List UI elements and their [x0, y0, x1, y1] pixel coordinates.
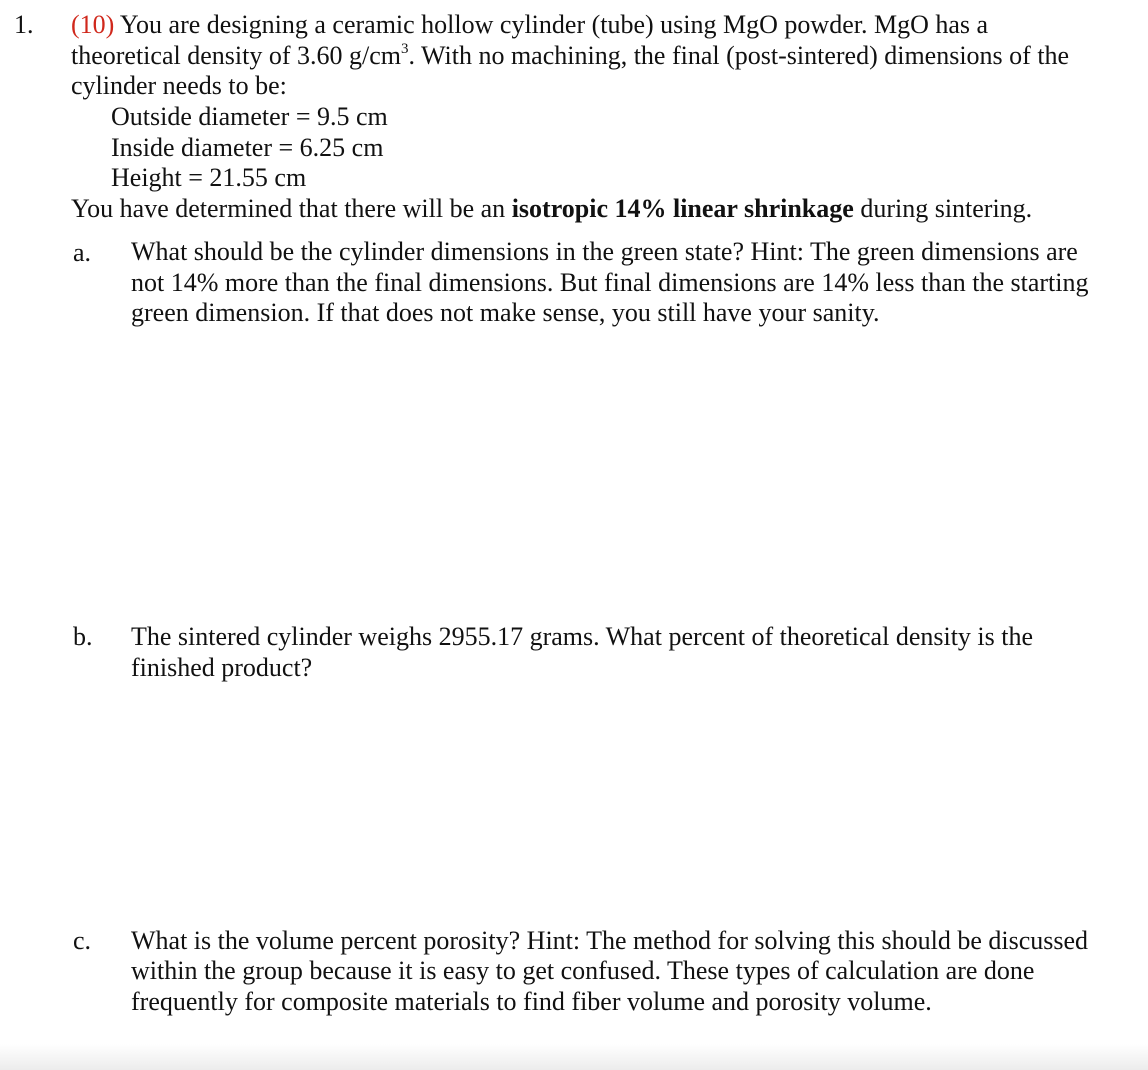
part-b-line-1: The sintered cylinder weighs 2955.17 grams. What percent of theoretical density is the — [131, 622, 1034, 651]
part-c-line-1: What is the volume percent porosity? Hint: The method for solving this should be discussed — [131, 926, 1089, 955]
question-intro-line-2 — [71, 41, 1069, 71]
part-a-line-1: What should be the cylinder dimensions in the green state? Hint: The green dimensions are — [131, 237, 1078, 266]
part-b-line-2: finished product? — [131, 653, 313, 682]
dimension-outside-diameter: Outside diameter = 9.5 cm — [111, 102, 388, 131]
part-a-label: a. — [73, 238, 92, 267]
shrinkage-emphasis: isotropic 14% linear shrinkage — [511, 194, 854, 223]
dimension-height: Height = 21.55 cm — [111, 163, 307, 192]
question-intro-line-3: cylinder needs to be: — [71, 71, 287, 100]
part-a-line-3: green dimension. If that does not make sense, you still have your sanity. — [131, 298, 880, 327]
intro-text-2b: . With no machining, the final (post-sintered) dimensions of the — [408, 41, 1070, 70]
shrinkage-prefix: You have determined that there will be an — [71, 194, 512, 223]
shrinkage-statement — [71, 194, 1032, 224]
shrinkage-suffix: during sintering. — [853, 194, 1033, 223]
part-b-label: b. — [73, 622, 93, 651]
cubic-superscript: 3 — [400, 41, 409, 57]
points-value: (10) — [71, 10, 115, 39]
intro-text-1: You are designing a ceramic hollow cylinder (tube) using MgO powder. MgO has a — [114, 10, 989, 39]
intro-text-2a: theoretical density of 3.60 g/cm — [71, 41, 401, 70]
part-c-line-3: frequently for composite materials to find fiber volume and porosity volume. — [131, 987, 932, 1016]
part-a-line-2: not 14% more than the final dimensions. But final dimensions are 14% less than the starting — [131, 268, 1089, 297]
question-intro-line-1 — [71, 10, 988, 40]
page-bottom-shadow — [0, 1044, 1148, 1070]
question-number: 1. — [14, 10, 34, 39]
part-c-line-2: within the group because it is easy to get confused. These types of calculation are done — [131, 956, 1035, 985]
part-c-label: c. — [73, 926, 92, 955]
dimension-inside-diameter: Inside diameter = 6.25 cm — [111, 133, 384, 162]
